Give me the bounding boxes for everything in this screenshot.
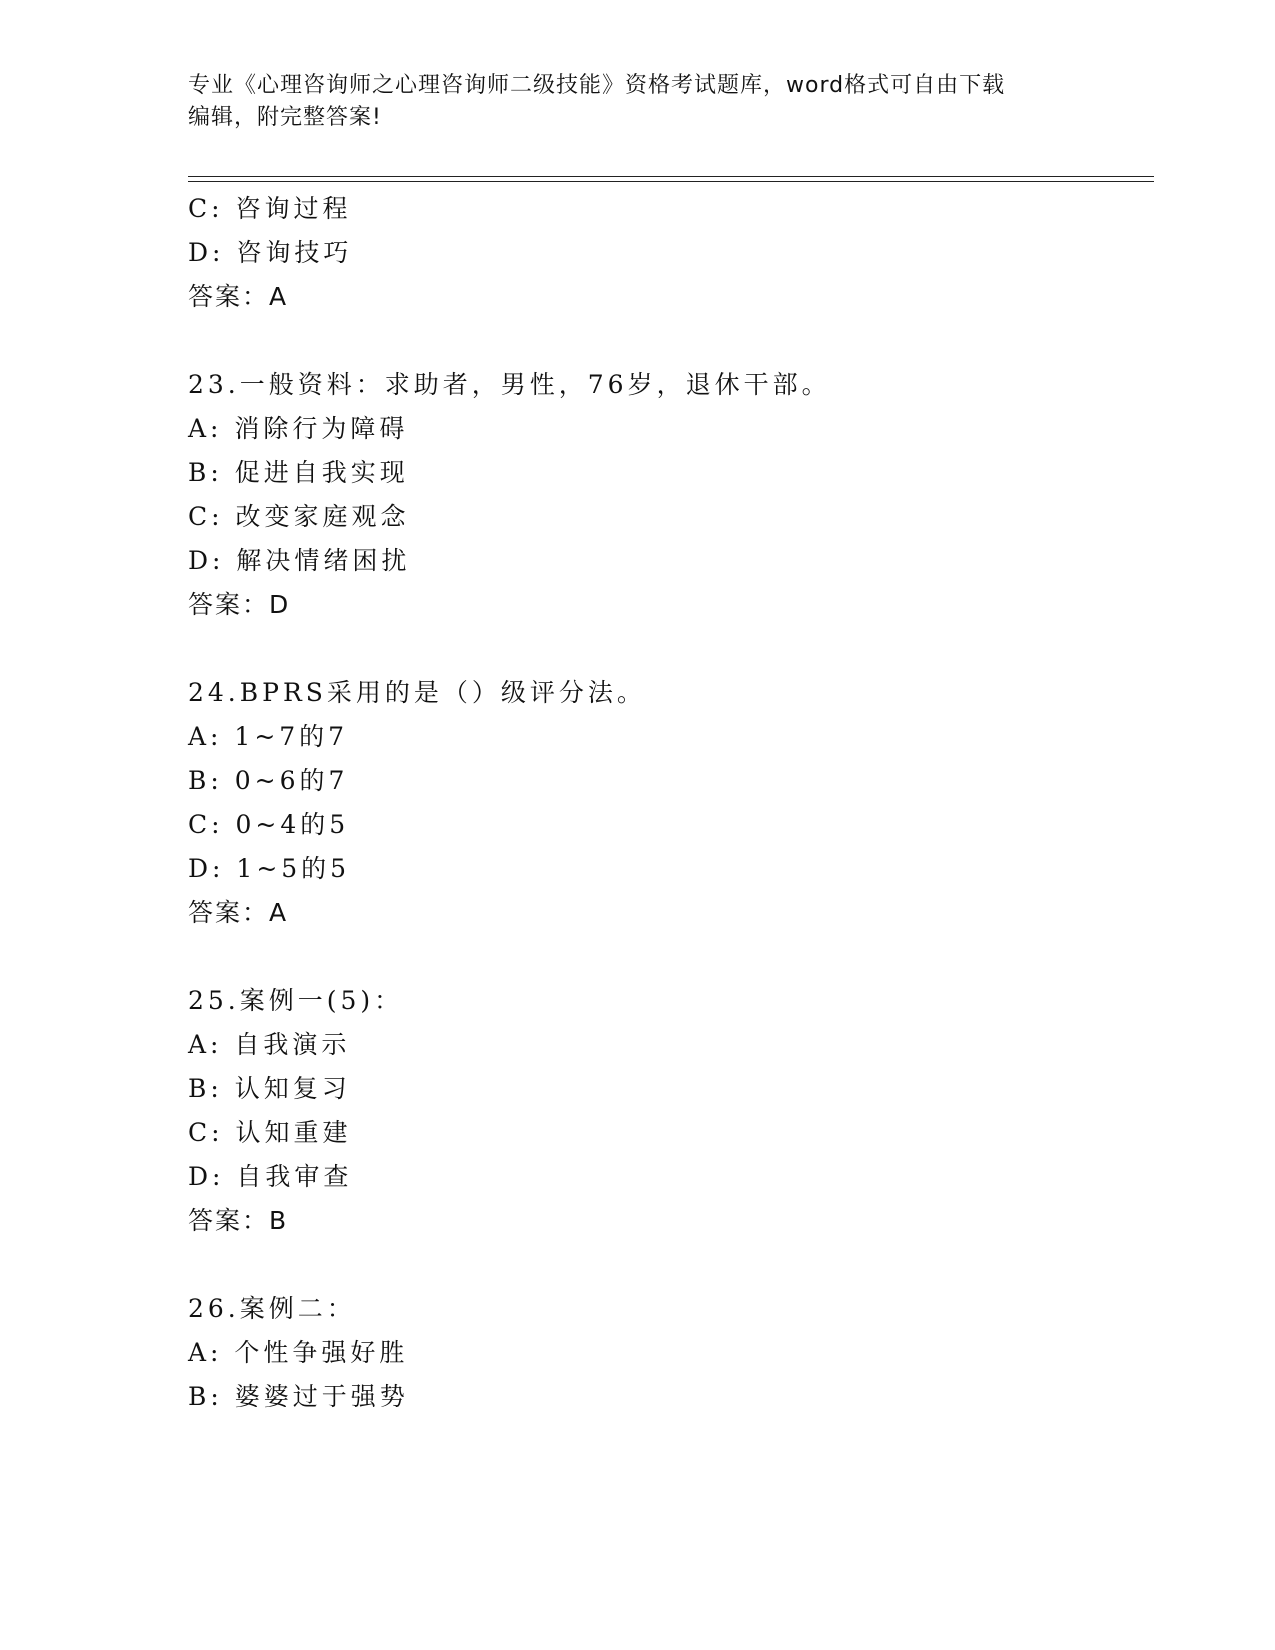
q23-answer: 答案：D	[188, 590, 291, 619]
header-divider-bottom	[188, 181, 1154, 182]
q24-answer: 答案：A	[188, 898, 289, 927]
q25-option-d: D: 自我审查	[188, 1162, 353, 1191]
q22-option-c: C: 咨询过程	[188, 194, 352, 223]
q23-question: 23.一般资料：求助者，男性，76岁，退休干部。	[188, 370, 831, 399]
q25-option-b: B: 认知复习	[188, 1074, 351, 1103]
q22-answer: 答案：A	[188, 282, 289, 311]
header-divider-top	[188, 176, 1154, 177]
q25-question: 25.案例一(5)：	[188, 986, 404, 1015]
q26-question: 26.案例二：	[188, 1294, 356, 1323]
header-line-1: 专业《心理咨询师之心理咨询师二级技能》资格考试题库，word格式可自由下载	[188, 73, 1006, 98]
q23-option-b: B: 促进自我实现	[188, 458, 409, 487]
q25-answer: 答案：B	[188, 1206, 289, 1235]
q24-question: 24.BPRS采用的是（）级评分法。	[188, 678, 646, 707]
q23-option-d: D: 解决情绪困扰	[188, 546, 411, 575]
document-header	[188, 70, 1088, 134]
q22-option-d: D: 咨询技巧	[188, 238, 353, 267]
q23-option-c: C: 改变家庭观念	[188, 502, 410, 531]
header-line-2: 编辑，附完整答案!	[188, 105, 382, 130]
q24-option-d: D: 1~5的5	[188, 854, 351, 883]
q25-option-c: C: 认知重建	[188, 1118, 352, 1147]
q26-option-b: B: 婆婆过于强势	[188, 1382, 409, 1411]
q24-option-c: C: 0~4的5	[188, 810, 350, 839]
q24-option-b: B: 0~6的7	[188, 766, 349, 795]
q26-option-a: A: 个性争强好胜	[188, 1338, 409, 1367]
q23-option-a: A: 消除行为障碍	[188, 414, 409, 443]
q24-option-a: A: 1~7的7	[188, 722, 349, 751]
q25-option-a: A: 自我演示	[188, 1030, 351, 1059]
